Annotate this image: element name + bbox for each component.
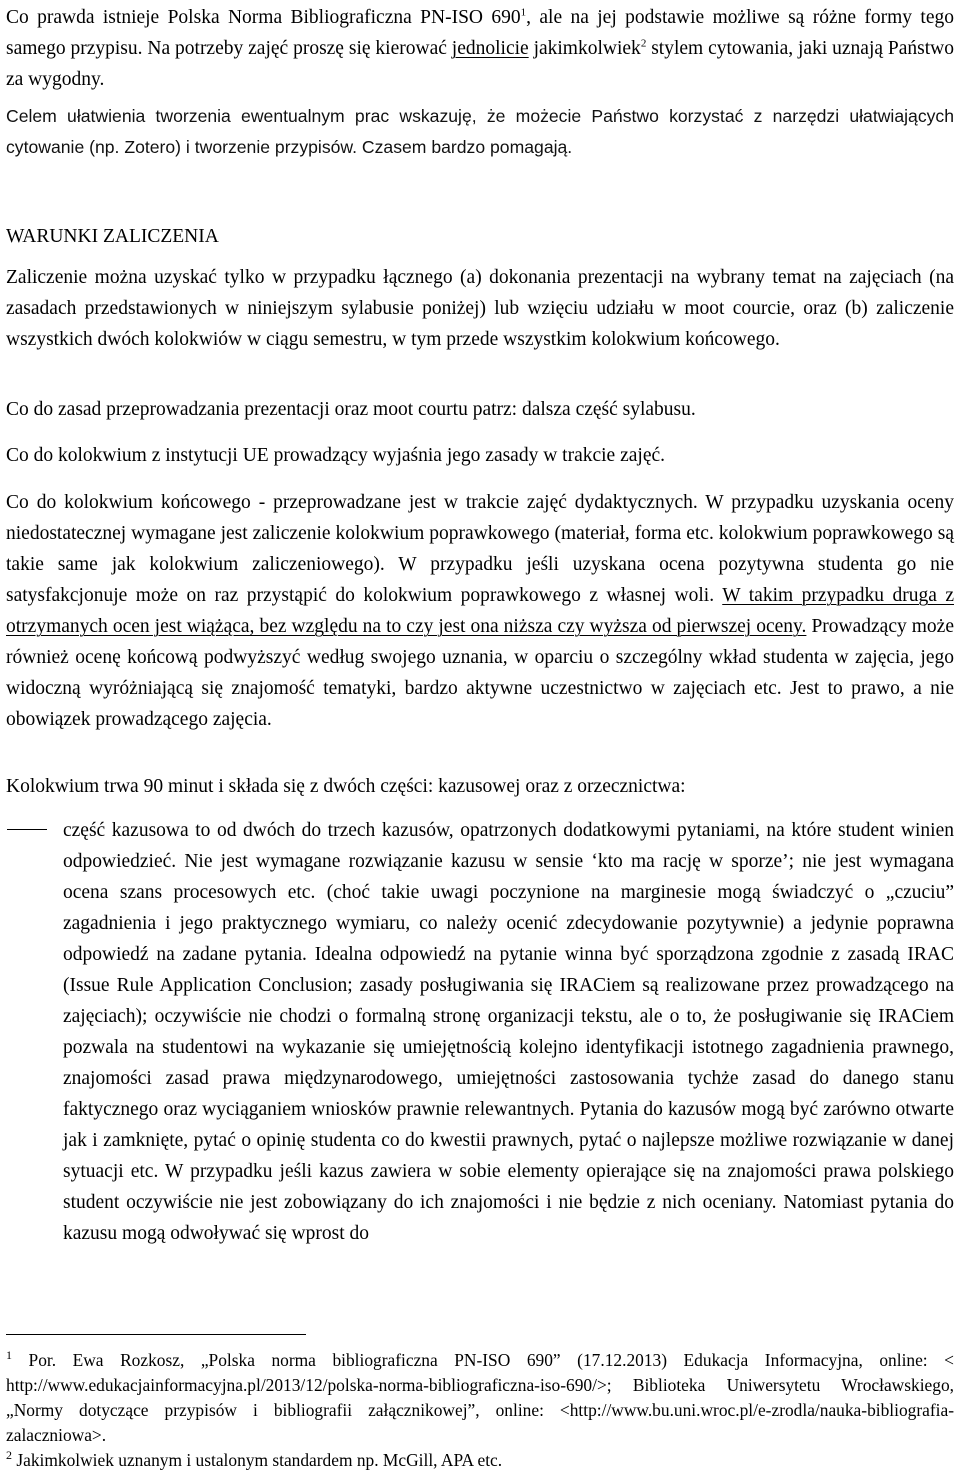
dash-line [7, 829, 47, 830]
intro-text: , ale na jej podstawie możliwe są różne formy tego samego przypisu. Na potrzeby zajęć proszę się kierować [6, 7, 954, 59]
intro-text: Co prawda istnieje Polska Norma Bibliograficzna PN-ISO 690 [6, 7, 521, 28]
footnote-number: 1 [6, 1348, 12, 1363]
case-part-list-item: część kazusowa to od dwóch do trzech kazusów, opatrzonych dodatkowymi pytaniami, na które student winien odpowiedzieć. Nie jest wymagane rozwiązanie kazusu w sensie ‘kto ma rację w sporze’; nie jest wymagana ocena szans procesowych etc. (choć takie uwagi poczynione na marginesie mogą świadczyć o „czuciu” zagadnienia i jego praktycznego wymiaru, co należy ocenić zdecydowanie pozytywnie) a jedynie poprawna odpowiedź na zadane pytania. Idealna odpowiedź na pytanie winna być sporządzona zgodnie z zasadą IRAC (Issue Rule Application Conclusion; zasady posługiwania się IRACiem są realizowane przez prowadzącego na zajęciach); oczywiście nie chodzi o formalną stronę organizacji tekstu, ale o to, że posługiwanie się IRACiem pozwala na studentowi na wykazanie się umiejętnością kolejno identyfikacji istotnego zagadnienia prawnego, znajomości zasad prawa międzynarodowego, umiejętności zastosowania tychże zasad do danego stanu faktycznego oraz wyciąganiem wniosków prawnie relewantnych. Pytania do kazusów mogą być zarówno otwarte jak i zamknięte, pytać o opinię studenta co do kwestii prawnych, pytać o najlepsze możliwe rozwiązanie w danej sytuacji etc. W przypadku jeśli kazus zawiera w sobie elementy opierające się na znajomości prawa polskiego student oczywiście nie jest zobowiązany do ich znajomości i nie będzie z nich oceniany. Natomiast pytania do kazusu mogą odwoływać się wprost do [63, 820, 954, 1244]
footnote-2 [6, 1448, 954, 1473]
structure-paragraph: Kolokwium trwa 90 minut i składa się z dwóch części: kazusowej oraz z orzecznictwa: [6, 776, 686, 797]
colloquium-note: Co do kolokwium z instytucji UE prowadzący wyjaśnia jego zasady w trakcie zajęć. [6, 445, 666, 466]
final-colloquium-paragraph [6, 487, 954, 735]
footnote-1 [6, 1348, 954, 1448]
section-heading: WARUNKI ZALICZENIA [6, 226, 219, 247]
tools-paragraph: Celem ułatwienia tworzenia ewentualnym prac wskazuję, że możecie Państwo korzystać z narzędzi ułatwiających cytowanie (np. Zotero) i tworzenie przypisów. Czasem bardzo pomagają. [6, 106, 954, 157]
footnote-text: Por. Ewa Rozkosz, „Polska norma bibliograficzna PN-ISO 690” (17.12.2013) Edukacja Informacyjna, online: < http://www.edukacjainformacyjna.pl/2013/12/polska-norma-bibliograficzna-iso-690/>; Biblioteka Uniwersytetu Wrocławskiego, „Normy dotyczące przypisów i bibliografii załącznikowej”, online: <http://www.bu.uni.wroc.pl/e-zrodla/nauka-bibliografia-zalaczniowa>. [6, 1350, 954, 1445]
footnote-separator [6, 1334, 306, 1335]
footnote-number: 2 [6, 1448, 12, 1463]
footnotes [6, 1348, 954, 1473]
underlined-word: jednolicie [451, 38, 529, 59]
footnote-ref-2[interactable]: 2 [640, 37, 647, 50]
intro-text: stylem cytowania, jaki uznają Państwo za wygodny. [6, 38, 955, 90]
underlined-sentence: W takim przypadku druga z otrzymanych ocen jest wiążąca, bez względu na to czy jest ona niższa czy wyższa od pierwszej oceny. [6, 585, 954, 637]
final-text: Co do kolokwium końcowego - przeprowadzane jest w trakcie zajęć dydaktycznych. W przypadku uzyskania oceny niedostatecznej wymagane jest zaliczenie kolokwium poprawkowego (materiał, forma etc. kolokwium poprawkowego są takie same jak kolokwium zaliczeniowego). W przypadku jeśli uzyskana ocena pozytywna studenta go nie satysfakcjonuje może on raz przystąpić do kolokwium poprawkowego z własnej woli. [6, 492, 954, 606]
footnote-text: Jakimkolwiek uznanym i ustalonym standardem np. McGill, APA etc. [12, 1450, 503, 1470]
conditions-paragraph: Zaliczenie można uzyskać tylko w przypadku łącznego (a) dokonania prezentacji na wybrany temat na zajęciach (na zasadach przedstawionych w niniejszym sylabusie poniżej) lub wzięciu udziału w moot courcie, oraz (b) zaliczenie wszystkich dwóch kolokwiów w ciągu semestru, w tym przede wszystkim kolokwium końcowego. [6, 267, 954, 350]
intro-text: jakimkolwiek [528, 38, 641, 59]
presentation-note: Co do zasad przeprowadzania prezentacji oraz moot courtu patrz: dalsza część sylabusu. [6, 399, 696, 420]
footnote-ref-1[interactable]: 1 [520, 6, 527, 19]
intro-paragraph [6, 2, 954, 95]
final-text: Prowadzący może również ocenę końcową podwyższyć według swojego uznania, w oparciu o szczególny wkład studenta w zajęcia, jego widoczną wyróżniającą się znajomość tematyki, bardzo aktywne uczestnictwo w zajęciach etc. Jest to prawo, a nie obowiązek prowadzącego zajęcia. [6, 616, 954, 730]
